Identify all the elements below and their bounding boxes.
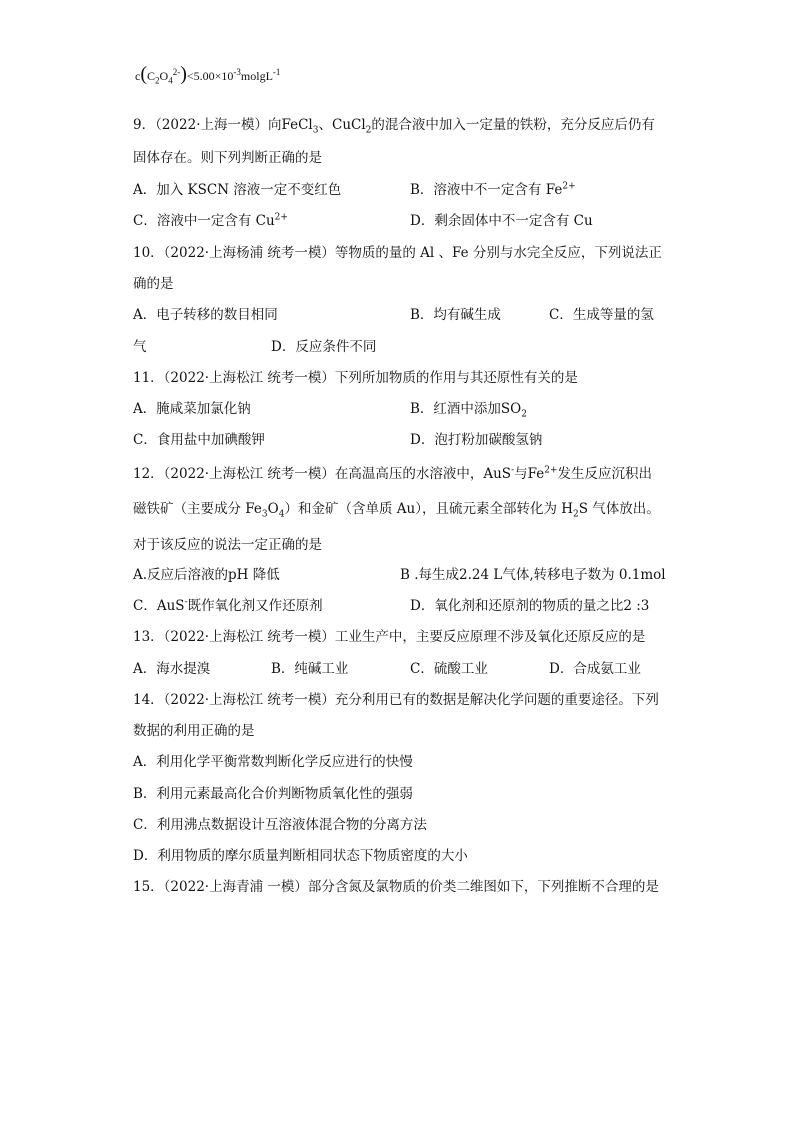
question-11-option-a: A．腌咸菜加氯化钠 (133, 401, 251, 417)
question-12-stem-line3: 对于该反应的说法一定正确的是 (133, 537, 322, 553)
question-12-stem-line2: 磁铁矿（主要成分 $Fe_3O_4$）和金矿（含单质 Au），且硫元素全部转化为 $H_2S$ 气体放出。 (133, 501, 660, 520)
question-14-stem-line2: 数据的利用正确的是 (133, 723, 255, 739)
question-9-stem: 9．（2022·上海一模）向FeCl$_3$、CuCl$_2$的混合液中加入一定量的铁粉，充分反应后仍有 (133, 117, 655, 136)
question-10-option-c: C．生成等量的氢 (549, 307, 654, 323)
question-12-option-d: D．氧化剂和还原剂的物质的量之比2 :3 (410, 598, 650, 614)
question-14-option-d: D．利用物质的摩尔质量判断相同状态下物质密度的大小 (133, 848, 468, 864)
question-9-stem-line2: 固体存在。则下列判断正确的是 (133, 150, 322, 166)
question-13-stem: 13．（2022·上海松江 统考一模）工业生产中，主要反应原理不涉及氧化还原反应的是 (133, 629, 646, 645)
question-11-stem: 11．（2022·上海松江 统考一模）下列所加物质的作用与其还原性有关的是 (133, 370, 578, 386)
question-12-option-b: B .每生成2.24 L气体,转移电子数为 0.1mol (400, 567, 666, 583)
question-10-option-b: B．均有碱生成 (410, 307, 501, 323)
formula-line: $c(C_2O_4^{2-})<5.00\times 10^{-3}molgL^{-1}$ (135, 63, 281, 86)
question-13-option-d: D．合成氨工业 (549, 661, 641, 677)
question-12-stem: 12．（2022·上海松江 统考一模）在高温高压的水溶液中，AuS-与$Fe^{2+}$发生反应沉积出 (133, 465, 653, 482)
question-9-option-c: C．溶液中一定含有 $Cu^{2+}$ (133, 212, 288, 229)
question-10-stem-line2: 确的是 (133, 276, 174, 292)
question-14-stem: 14．（2022·上海松江 统考一模）充分利用已有的数据是解决化学问题的重要途径。下列 (133, 692, 659, 708)
question-11-option-c: C．食用盐中加碘酸钾 (133, 432, 265, 448)
question-12-option-a: A.反应后溶液的pH 降低 (133, 567, 280, 583)
question-11-option-b: B．红酒中添加$SO_2$ (410, 401, 527, 420)
question-11-option-d: D．泡打粉加碳酸氢钠 (410, 432, 543, 448)
question-14-option-c: C．利用沸点数据设计互溶液体混合物的分离方法 (133, 817, 427, 833)
question-9-option-d: D．剩余固体中不一定含有 Cu (410, 213, 593, 229)
question-12-option-c: C．AuS-既作氧化剂又作还原剂 (133, 597, 323, 614)
question-10-stem: 10．（2022·上海杨浦 统考一模）等物质的量的 Al 、Fe 分别与水完全反应，下列说法正 (133, 245, 662, 261)
question-13-option-a: A．海水提溴 (133, 661, 211, 677)
question-10-option-c-cont: 气 (133, 339, 147, 355)
question-13-option-c: C．硫酸工业 (410, 661, 488, 677)
question-10-option-a: A．电子转移的数目相同 (133, 307, 278, 323)
question-15-stem: 15．（2022·上海青浦 一模）部分含氮及氯物质的价类二维图如下，下列推断不合理的是 (133, 879, 659, 895)
question-10-option-d: D．反应条件不同 (271, 339, 377, 355)
question-14-option-b: B．利用元素最高化合价判断物质氧化性的强弱 (133, 786, 413, 802)
question-14-option-a: A．利用化学平衡常数判断化学反应进行的快慢 (133, 754, 413, 770)
question-13-option-b: B．纯碱工业 (271, 661, 349, 677)
question-9-option-b: B．溶液中不一定含有 $Fe^{2+}$ (410, 181, 576, 198)
question-9-option-a: A．加入 KSCN 溶液一定不变红色 (133, 182, 342, 198)
